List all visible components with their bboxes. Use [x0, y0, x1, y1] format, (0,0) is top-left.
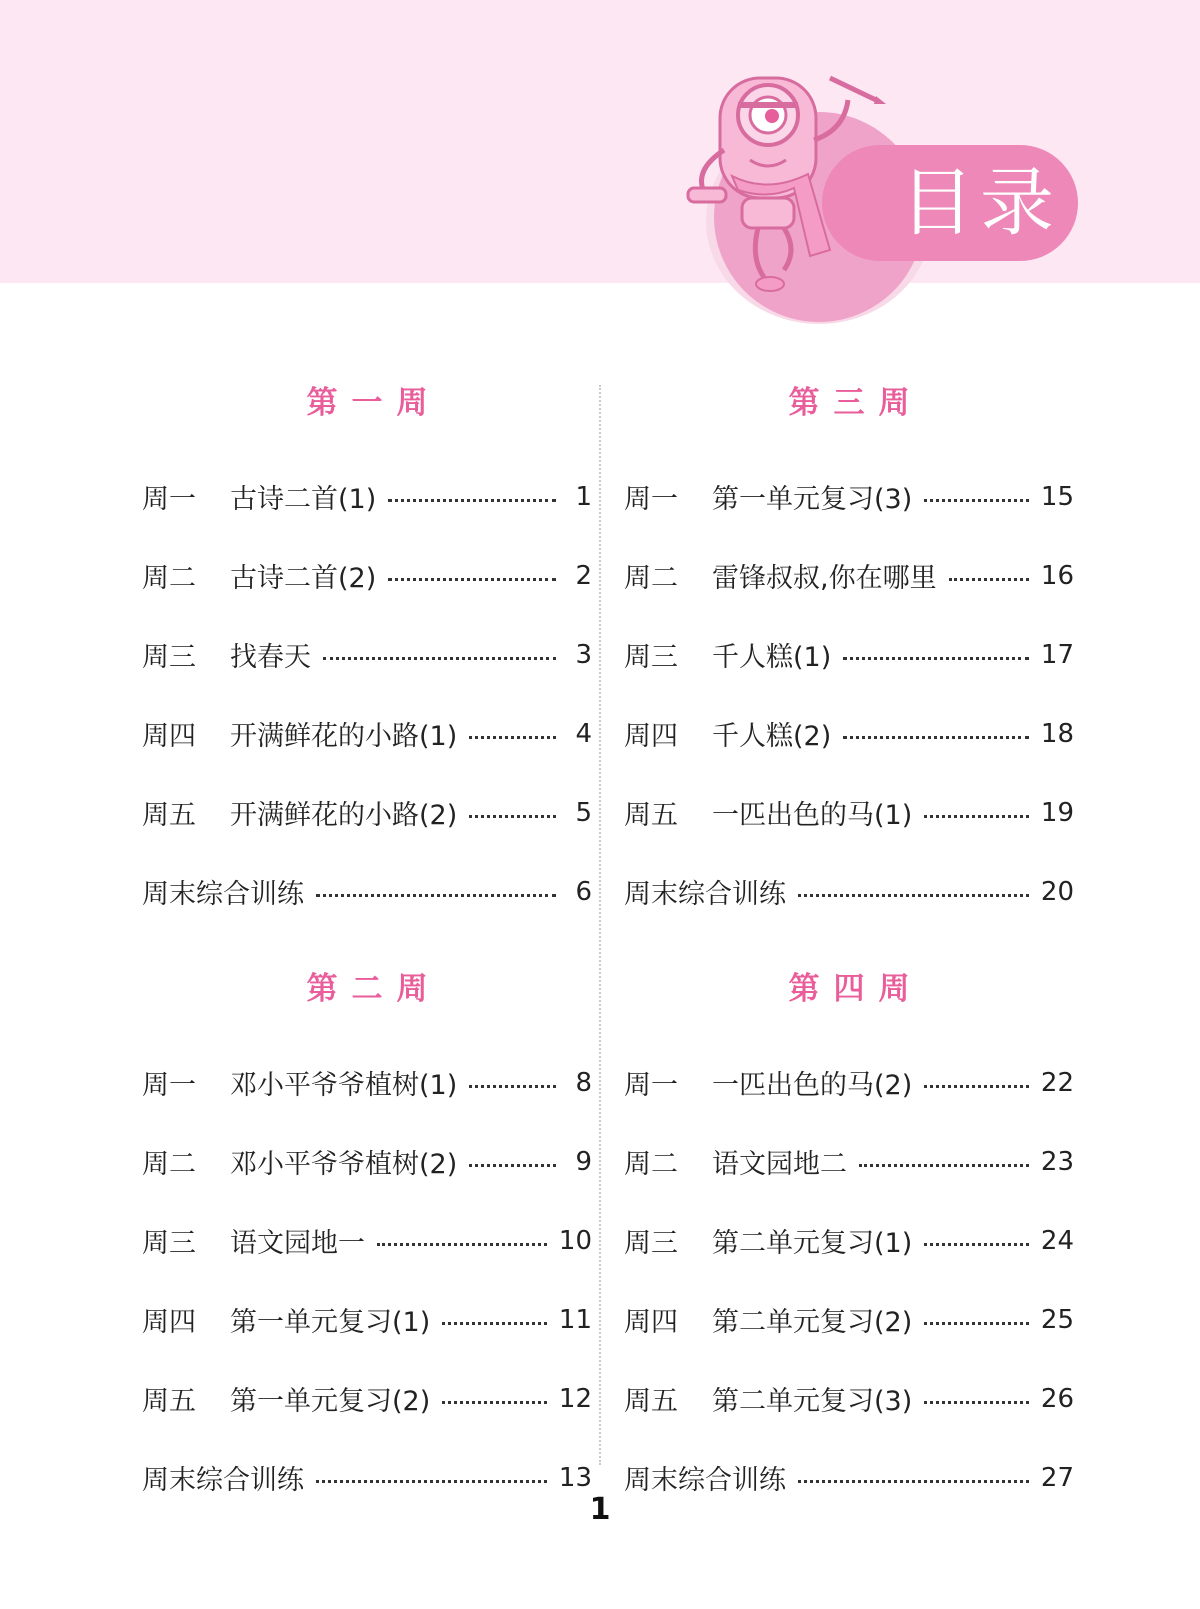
entry-lesson: 周末综合训练 — [142, 879, 304, 910]
week-block — [624, 375, 1074, 931]
entry-day: 周五 — [142, 800, 196, 831]
entry-day: 周四 — [142, 721, 196, 752]
entry-day: 周二 — [624, 1149, 678, 1180]
dot-leader — [442, 1322, 547, 1325]
entry-lesson: 第二单元复习(3) — [712, 1386, 913, 1417]
entry-lesson: 邓小平爷爷植树(2) — [230, 1149, 458, 1180]
entry-day: 周二 — [142, 563, 196, 594]
week-heading: 第一周 — [306, 385, 442, 421]
dot-leader — [798, 1480, 1029, 1483]
entry-page: 15 — [1040, 481, 1074, 512]
toc-entry[interactable] — [142, 773, 592, 852]
entry-lesson: 开满鲜花的小路(2) — [230, 800, 458, 831]
entry-page: 8 — [575, 1067, 592, 1098]
entry-lesson: 古诗二首(2) — [230, 563, 377, 594]
entry-page: 26 — [1040, 1383, 1074, 1414]
dot-leader — [859, 1164, 1029, 1167]
entry-lesson: 周末综合训练 — [142, 1465, 304, 1496]
toc-entry[interactable] — [624, 1280, 1074, 1359]
week-block — [142, 375, 592, 931]
entry-lesson: 第一单元复习(3) — [712, 484, 913, 515]
entry-page: 16 — [1040, 560, 1074, 591]
entry-day: 周五 — [142, 1386, 196, 1417]
dot-leader — [924, 1085, 1029, 1088]
entry-page: 10 — [558, 1225, 592, 1256]
dot-leader — [442, 1401, 547, 1404]
dot-leader — [323, 657, 556, 660]
week-heading: 第四周 — [788, 971, 924, 1007]
entry-page: 6 — [575, 876, 592, 907]
dot-leader — [388, 578, 556, 581]
entry-page: 23 — [1040, 1146, 1074, 1177]
dot-leader — [316, 894, 556, 897]
entry-page: 11 — [558, 1304, 592, 1335]
week-heading: 第二周 — [306, 971, 442, 1007]
entry-page: 17 — [1040, 639, 1074, 670]
entry-day: 周三 — [624, 642, 678, 673]
dot-leader — [798, 894, 1029, 897]
entry-page: 9 — [575, 1146, 592, 1177]
column-divider — [599, 385, 601, 1465]
entry-day: 周四 — [624, 1307, 678, 1338]
entry-page: 22 — [1040, 1067, 1074, 1098]
entry-page: 19 — [1040, 797, 1074, 828]
week-heading: 第三周 — [788, 385, 924, 421]
toc-entry[interactable] — [142, 457, 592, 536]
dot-leader — [843, 736, 1029, 739]
toc-entry[interactable] — [142, 1043, 592, 1122]
entry-lesson: 语文园地二 — [712, 1149, 847, 1180]
entry-day: 周五 — [624, 1386, 678, 1417]
page-title: 目录 — [900, 160, 1060, 246]
toc-column-right — [624, 375, 1074, 1517]
entry-lesson: 周末综合训练 — [624, 879, 786, 910]
entry-day: 周五 — [624, 800, 678, 831]
entry-page: 25 — [1040, 1304, 1074, 1335]
toc-entry[interactable] — [624, 615, 1074, 694]
week-block — [142, 961, 592, 1517]
toc-entry[interactable] — [142, 1280, 592, 1359]
entry-page: 4 — [575, 718, 592, 749]
dot-leader — [469, 815, 556, 818]
toc-entry[interactable] — [142, 1359, 592, 1438]
entry-day: 周二 — [624, 563, 678, 594]
entry-page: 1 — [575, 481, 592, 512]
toc-entry[interactable] — [142, 615, 592, 694]
toc-entry-weekend[interactable] — [624, 852, 1074, 931]
entry-day: 周三 — [624, 1228, 678, 1259]
toc-column-left — [142, 375, 592, 1517]
toc-entry[interactable] — [142, 1122, 592, 1201]
entry-page: 3 — [575, 639, 592, 670]
toc-entry[interactable] — [624, 1201, 1074, 1280]
dot-leader — [949, 578, 1029, 581]
toc-entry[interactable] — [142, 1201, 592, 1280]
entry-page: 5 — [575, 797, 592, 828]
entry-lesson: 千人糕(2) — [712, 721, 832, 752]
dot-leader — [388, 499, 556, 502]
entry-lesson: 古诗二首(1) — [230, 484, 377, 515]
entry-day: 周一 — [624, 1070, 678, 1101]
entry-day: 周二 — [142, 1149, 196, 1180]
entry-page: 24 — [1040, 1225, 1074, 1256]
entry-page: 18 — [1040, 718, 1074, 749]
toc-entry[interactable] — [624, 1122, 1074, 1201]
entry-lesson: 邓小平爷爷植树(1) — [230, 1070, 458, 1101]
dot-leader — [924, 1322, 1029, 1325]
toc-entry[interactable] — [142, 536, 592, 615]
entry-page: 12 — [558, 1383, 592, 1414]
entry-lesson: 千人糕(1) — [712, 642, 832, 673]
entry-lesson: 语文园地一 — [230, 1228, 365, 1259]
entry-lesson: 第一单元复习(1) — [230, 1307, 431, 1338]
week-block — [624, 961, 1074, 1517]
dot-leader — [316, 1480, 547, 1483]
entry-day: 周一 — [142, 1070, 196, 1101]
entry-lesson: 一匹出色的马(1) — [712, 800, 913, 831]
entry-lesson: 找春天 — [230, 642, 311, 673]
entry-day: 周一 — [142, 484, 196, 515]
entry-day: 周四 — [142, 1307, 196, 1338]
entry-lesson: 第一单元复习(2) — [230, 1386, 431, 1417]
dot-leader — [924, 815, 1029, 818]
entry-day: 周四 — [624, 721, 678, 752]
page-number: 1 — [589, 1492, 611, 1527]
dot-leader — [924, 1401, 1029, 1404]
toc-entry[interactable] — [624, 1359, 1074, 1438]
entry-page: 20 — [1040, 876, 1074, 907]
dot-leader — [469, 736, 556, 739]
dot-leader — [377, 1243, 547, 1246]
dot-leader — [924, 1243, 1029, 1246]
toc-entry[interactable] — [624, 773, 1074, 852]
toc-entry[interactable] — [624, 1043, 1074, 1122]
toc-entry[interactable] — [624, 694, 1074, 773]
entry-lesson: 雷锋叔叔,你在哪里 — [712, 563, 937, 594]
dot-leader — [924, 499, 1029, 502]
dot-leader — [469, 1085, 556, 1088]
entry-lesson: 第二单元复习(2) — [712, 1307, 913, 1338]
entry-lesson: 第二单元复习(1) — [712, 1228, 913, 1259]
entry-day: 周一 — [624, 484, 678, 515]
dot-leader — [843, 657, 1029, 660]
toc-entry[interactable] — [624, 536, 1074, 615]
toc-entry[interactable] — [624, 457, 1074, 536]
entry-page: 13 — [558, 1462, 592, 1493]
entry-page: 27 — [1040, 1462, 1074, 1493]
entry-day: 周三 — [142, 642, 196, 673]
toc-entry[interactable] — [142, 694, 592, 773]
entry-day: 周三 — [142, 1228, 196, 1259]
robot-mascot-icon — [680, 60, 910, 310]
toc-entry-weekend[interactable] — [142, 852, 592, 931]
dot-leader — [469, 1164, 556, 1167]
entry-page: 2 — [575, 560, 592, 591]
entry-lesson: 周末综合训练 — [624, 1465, 786, 1496]
entry-lesson: 开满鲜花的小路(1) — [230, 721, 458, 752]
entry-lesson: 一匹出色的马(2) — [712, 1070, 913, 1101]
